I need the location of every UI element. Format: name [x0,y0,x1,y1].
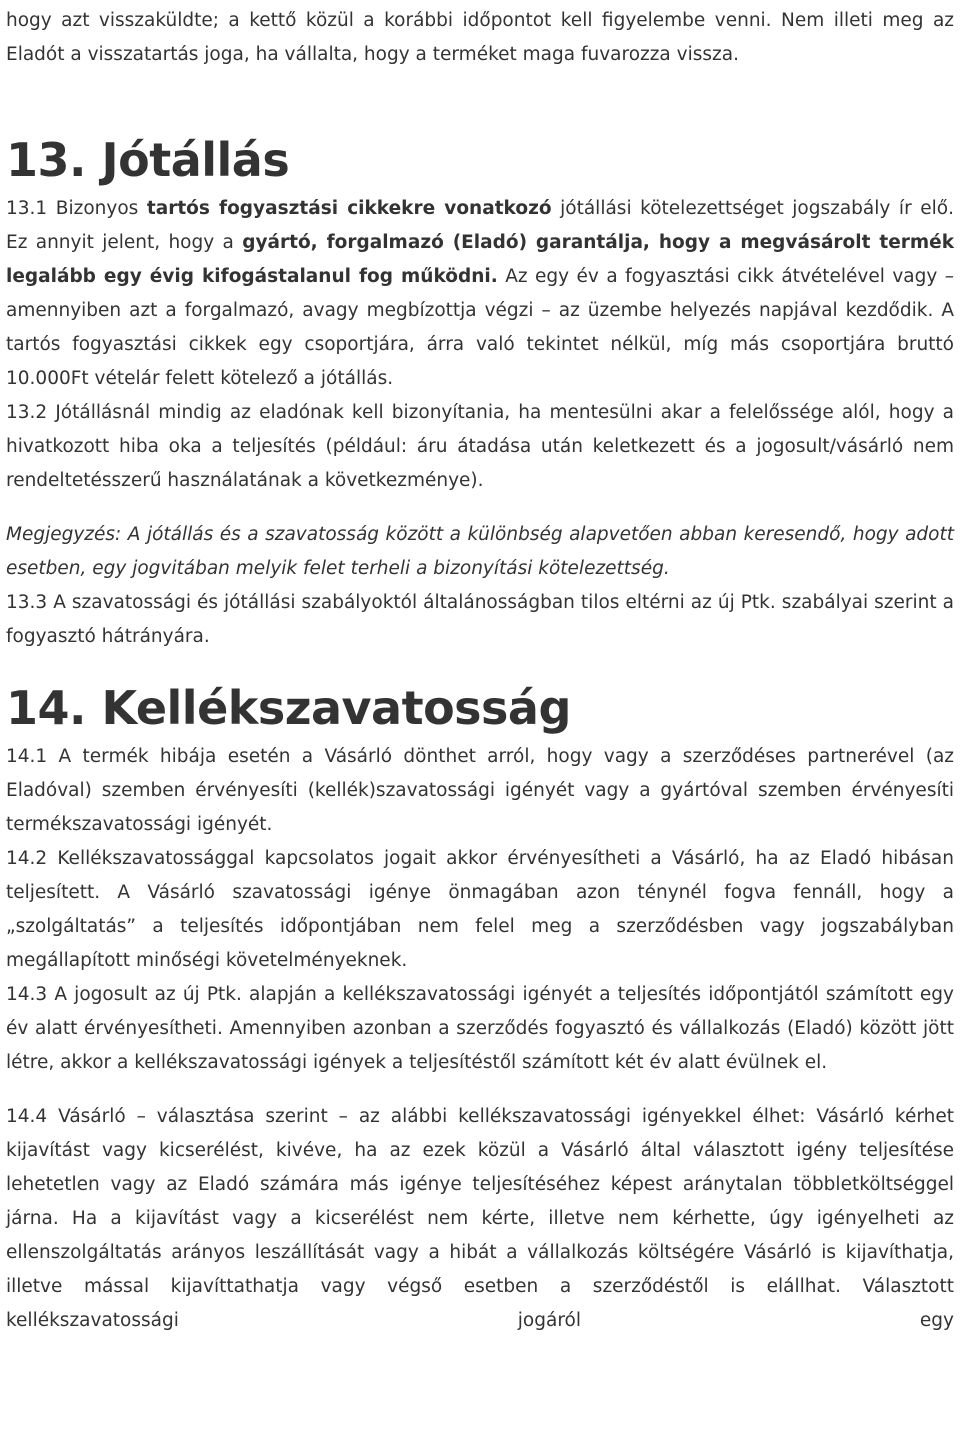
section-14-2-paragraph: 14.2 Kellékszavatossággal kapcsolatos jogait akkor érvényesítheti a Vásárló, ha az Eladó hibásan teljesített. A Vásárló szavatossági igénye önmagában azon ténynél fogva fennáll, hogy a „szolgáltatás” a teljesítés időpontjában nem felel meg a szerződésben vagy jogszabályban megállapított minőségi követelményeknek. [6,848,954,971]
intro-paragraph: hogy azt visszaküldte; a kettő közül a korábbi időpontot kell figyelembe venni. Nem illeti meg az Eladót a visszatartás joga, ha vállalta, hogy a terméket maga fuvarozza vissza. [6,10,954,65]
section-13-1-text-b: jótállási kötelezettséget jogszabály ír elő. Ez annyit jelent, hogy a [6,198,954,253]
spacer [6,498,954,518]
section-13-3-paragraph: 13.3 A szavatossági és jótállási szabályoktól általánosságban tilos eltérni az új Ptk. szabályai szerint a fogyasztó hátrányára. [6,592,954,647]
document-page [6,4,954,1338]
section-13-heading: 13. Jótállás [6,133,290,187]
note-paragraph: Megjegyzés: A jótállás és a szavatosság között a különbség alapvetően abban keresendő, hogy adott esetben, egy jogvitában melyik felet terheli a bizonyítási kötelezettség. [6,524,954,579]
section-13-1-bold-a: tartós fogyasztási cikkekre vonatkozó [146,198,552,219]
section-13-1-text-c: Az egy év a fogyasztási cikk átvételével vagy – amennyiben azt a forgalmazó, avagy megbízottja végzi – az üzembe helyezés napjával kezdődik. A tartós fogyasztási cikkek egy csoportjára, árra való tekintet nélkül, míg más csoportjára bruttó 10.000Ft vételár felett kötelező a jótállás. [6,266,955,389]
section-13-2-paragraph: 13.2 Jótállásnál mindig az eladónak kell bizonyítania, ha mentesülni akar a felelőssége alól, hogy a hivatkozott hiba oka a teljesítés (például: áru átadása után keletkezett és a jogosult/vásárló nem rendeltetésszerű használatának a következménye). [6,402,954,491]
section-14-4-paragraph: 14.4 Vásárló – választása szerint – az alábbi kellékszavatossági igényekkel élhet: Vásárló kérhet kijavítást vagy kicserélést, kivéve, ha az ezek közül a Vásárló által választott igény teljesítése lehetetlen vagy az Eladó számára más igénye teljesítéséhez képest aránytalan többletköltséggel járna. Ha a kijavítást vagy a kicserélést nem kérte, illetve nem kérhette, úgy igényelheti az ellenszolgáltatás arányos leszállítását vagy a hibát a vállalkozás költségére Vásárló is kijavíthatja, illetve mással kijavíttathatja vagy végső esetben a szerződéstől is elállhat. Választott kellékszavatossági jogáról egy [6,1106,954,1331]
section-13-1-bold-b: gyártó, forgalmazó (Eladó) garantálja, hogy a megvásárolt termék legalább egy évig kifogástalanul fog működni. [6,232,954,287]
section-13-1-text-a: 13.1 Bizonyos [6,198,147,219]
section-14-heading: 14. Kellékszavatosság [6,681,571,735]
spacer [6,1080,954,1100]
section-13-1-paragraph [6,192,954,396]
section-14-3-paragraph: 14.3 A jogosult az új Ptk. alapján a kellékszavatossági igényét a teljesítés időpontjától számított egy év alatt érvényesítheti. Amennyiben azonban a szerződés fogyasztó és vállalkozás (Eladó) között jött létre, akkor a kellékszavatossági igények a teljesítéstől számított két év alatt évülnek el. [6,984,954,1073]
section-14-1-paragraph: 14.1 A termék hibája esetén a Vásárló dönthet arról, hogy vagy a szerződéses partnerével (az Eladóval) szemben érvényesíti (kellék)szavatossági igényét vagy a gyártóval szemben érvényesíti termékszavatossági igényét. [6,746,954,835]
